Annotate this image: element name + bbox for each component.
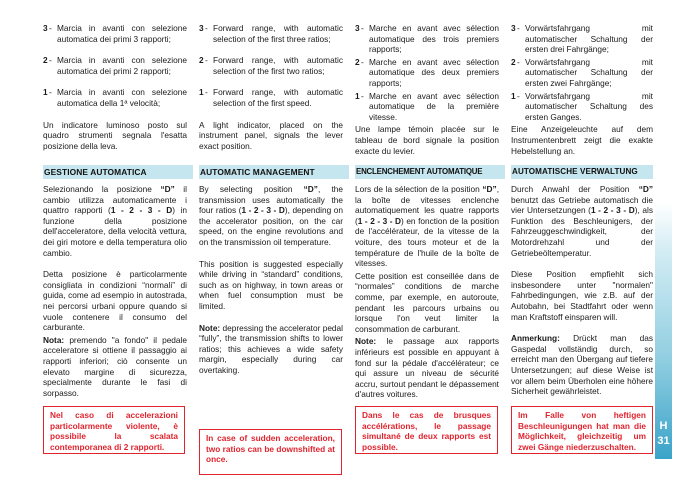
body-fr — [355, 184, 499, 400]
paragraph-selection: By selecting position “D”, the transmission uses automatically the four ratios (1 - 2 - 3 - D), depending on the accelerator position, on the car speed, on the engine revolutions and on the transmission oil temperature. — [199, 184, 343, 247]
range-item: 2 - Marche en avant avec sélection automatique des deux premiers rapports; — [355, 56, 499, 88]
section-letter: H — [659, 420, 668, 432]
warning-box-it: Nel caso di accelerazioni particolarmente violente, è possibile la scalata contemporanea di 2 rapporti. — [43, 406, 185, 454]
section-heading-de: AUTOMATISCHE VERWALTUNG — [512, 167, 638, 176]
column-fr-top — [355, 23, 499, 156]
paragraph-selection: Durch Anwahl der Position “D” benutzt das Getriebe automatisch die vier Untersetzungen (1 - 2 - 3 - D), als Funktion des Beschleunigers, der Fahrzeuggeschwindigkeit, der Motordrehzahl und der Getriebeöltemperatur. — [511, 184, 654, 258]
section-heading-it: GESTIONE AUTOMATICA — [44, 167, 147, 177]
paragraph-note: Anmerkung: Drückt man das Gaspedal vollständig durch, so erreicht man den Übergang auf tiefere Untersetzungen; auf diese Weise ist vor allem beim Überholen eine höhere Sicherheit gewährleistet. — [511, 333, 653, 397]
range-item: 1 - Forward range, with automatic selection of the first speed. — [199, 87, 343, 108]
paragraph-usage: This position is suggested especially while driving in “standard” conditions, such as on highway, in town areas or when fuel consumption must be limited. — [199, 258, 343, 311]
paragraph-selection: Selezionando la posizione “D” il cambio utilizza automaticamente i quattro rapporti (1 - 2 - 3 - D) in funzione della posizione dell'acceleratore, della velocità vettura, dei giri motore e della temperatura olio cambio. — [43, 184, 187, 258]
warning-box-en: In case of sudden acceleration, two ratios can be downshifted at once. — [199, 429, 342, 475]
paragraph-note: Nota: premendo "a fondo" il pedale acceleratore si ottiene il passaggio ai rapporti inferiori; ciò consente un elevato margine di sicurezza, specialmente durante le fasi di sorpasso. — [43, 334, 187, 398]
section-heading-en: AUTOMATIC MANAGEMENT — [200, 167, 315, 177]
paragraph-note: Note: depressing the accelerator pedal “fully”, the transmission shifts to lower ratios; this achieves a wide safety margin, especially during car overtaking. — [199, 322, 343, 375]
section-heading-fr: ENCLENCHEMENT AUTOMATIQUE — [356, 167, 483, 176]
column-de-top — [511, 23, 653, 156]
body-it — [43, 184, 187, 398]
range-item: 2 - Forward range, with automatic selection of the first two ratios; — [199, 55, 343, 76]
paragraph-usage: Diese Position empfiehlt sich insbesondere unter "normalen" Fahrbedingungen, wie z.B. auf der Autobahn, bei Stadtfahrt oder wenn man Kraftstoff einsparen will. — [511, 269, 653, 322]
paragraph-usage: Detta posizione è particolarmente consigliata in condizioni “normali” di guida, come ad esempio in autostrada, nei percorsi urbani oppure quando si vuole contenere il consumo del carburante. — [43, 269, 187, 333]
range-item: 1 - Marche en avant avec sélection automatique de la première vitesse. — [355, 90, 499, 122]
range-item: 2 - Vorwärtsfahrgang mit automatischer Schaltung der ersten zwei Fahrgänge; — [511, 56, 653, 88]
body-de — [511, 184, 653, 397]
range-item: 1 - Vorwärtsfahrgang mit automatischer Schaltung des ersten Ganges. — [511, 90, 653, 122]
body-en — [199, 184, 343, 376]
column-en-top — [199, 23, 343, 151]
range-item: 1 - Marcia in avanti con selezione automatica della 1ª velocità; — [43, 87, 187, 108]
indicator-paragraph: Un indicatore luminoso posto sul quadro strumenti segnala l'esatta posizione della leva. — [43, 119, 187, 151]
column-it-top — [43, 23, 187, 151]
indicator-paragraph: A light indicator, placed on the instrument panel, signals the lever exact position. — [199, 119, 343, 151]
warning-box-de: Im Falle von heftigen Beschleunigungen hat man die Möglichkeit, gleichzeitig um zwei Gänge niederzuschalten. — [511, 406, 653, 454]
indicator-paragraph: Eine Anzeigeleuchte auf dem Instrumentenbrett zeigt die exakte Hebelstellung an. — [511, 124, 653, 156]
range-item: 2 - Marcia in avanti con selezione automatica dei primi 2 rapporti; — [43, 55, 187, 76]
paragraph-note: Note: le passage aux rapports inférieurs est possible en appuyant à fond sur la pédale d'accélérateur; ce qui assure un niveau de sécurité accru, surtout pendant le dépassement d'autres voitures. — [355, 336, 499, 400]
page-number: 31 — [657, 435, 670, 447]
range-item: 3 - Marcia in avanti con selezione automatica dei primi 3 rapporti; — [43, 23, 187, 44]
paragraph-usage: Cette position est conseillée dans de “normales” conditions de marche comme, par exemple, en autoroute, pendant les parcours urbains ou lorsque l'on veut limiter la consommation de carburant. — [355, 270, 499, 334]
range-item: 3 - Vorwärtsfahrgang mit automatischer Schaltung der ersten drei Fahrgänge; — [511, 23, 653, 55]
range-item: 3 - Marche en avant avec sélection automatique des trois premiers rapports; — [355, 23, 499, 55]
warning-box-fr: Dans le cas de brusques accélérations, le passage simultané de deux rapports est possible. — [355, 406, 498, 454]
indicator-paragraph: Une lampe témoin placée sur le tableau de bord signale la position exacte du levier. — [355, 124, 499, 156]
paragraph-selection: Lors de la sélection de la position “D”, la boîte de vitesses enclenche automatiquement les quatre rapports (1 - 2 - 3 - D) en fonction de la position de l'accélérateur, de la vitesse de la voiture, des tours moteur et de la température de l'huile de la boîte de vitesses. — [355, 184, 499, 269]
range-item: 3 - Forward range, with automatic selection of the first three ratios; — [199, 23, 343, 44]
